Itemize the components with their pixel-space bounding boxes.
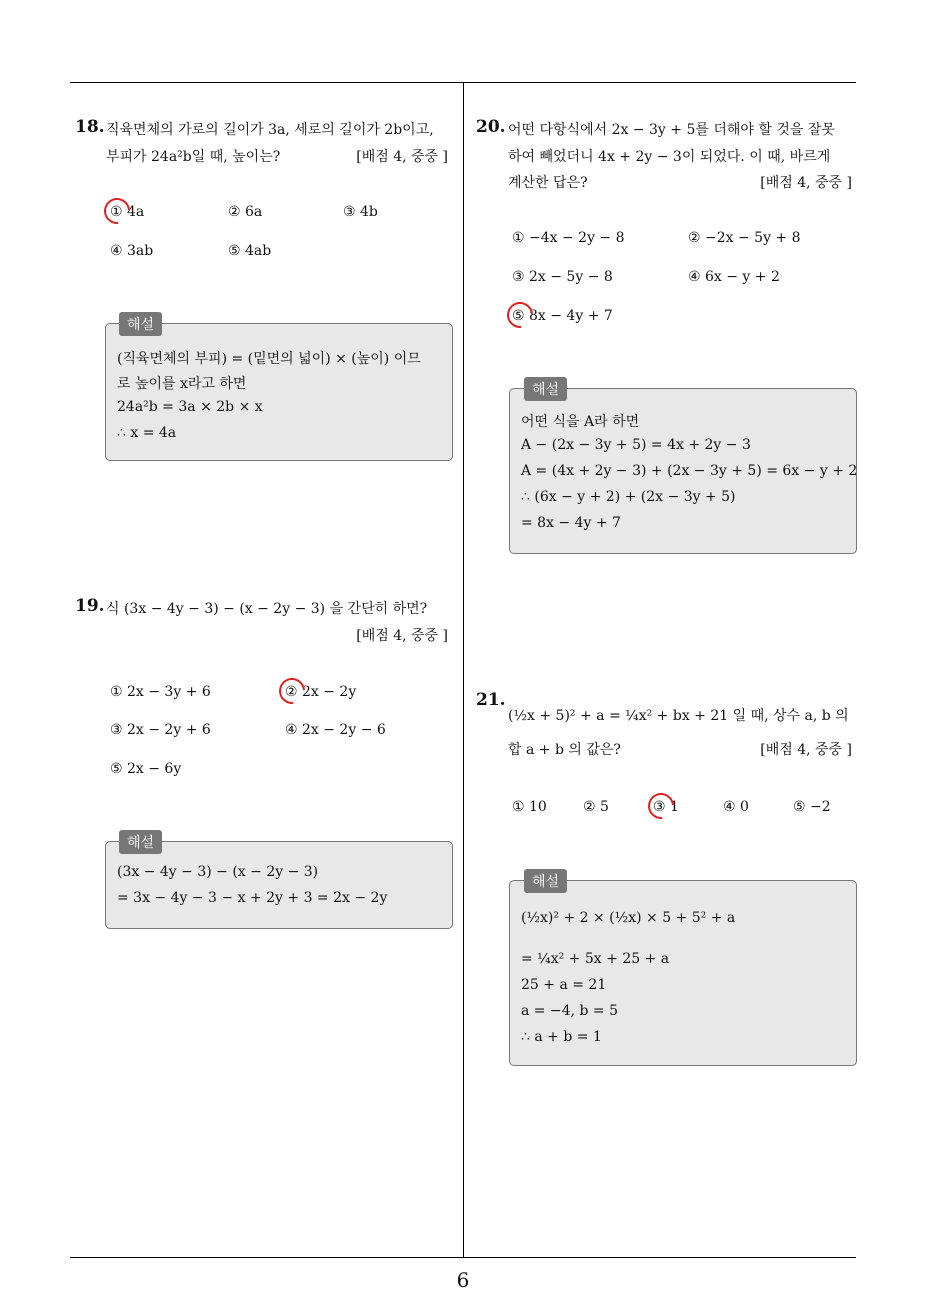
solution-line: ∴ (6x − y + 2) + (2x − 3y + 5) [521, 489, 736, 505]
choice-4[interactable]: ④ 2x − 2y − 6 [285, 722, 386, 738]
choice-4[interactable]: ④ 3ab [110, 243, 154, 259]
solution-line: (직육면체의 부피) = (밑면의 넓이) × (높이) 이므 [117, 351, 421, 367]
choice-5[interactable]: ⑤ 4ab [228, 243, 272, 259]
answer-circle-mark [643, 788, 680, 825]
choice-4[interactable]: ④ 6x − y + 2 [688, 269, 780, 285]
points-label: [배점 4, 중중 ] [760, 175, 852, 191]
choice-5[interactable]: ⑤ 2x − 6y [110, 761, 182, 777]
answer-circle-mark [99, 193, 136, 230]
solution-line: = 8x − 4y + 7 [521, 515, 621, 531]
question-text: (½x + 5)² + a = ¼x² + bx + 21 일 때, 상수 a, b 의 [508, 708, 849, 724]
choice-3[interactable]: ③ 1 [653, 799, 679, 815]
question-text: 어떤 다항식에서 2x − 3y + 5를 더해야 할 것을 잘못 [508, 122, 835, 138]
answer-circle-mark [274, 673, 311, 710]
question-text: 하여 빼었더니 4x + 2y − 3이 되었다. 이 때, 바르게 [508, 149, 831, 165]
answer-circle-mark [502, 297, 539, 334]
solution-line: A − (2x − 3y + 5) = 4x + 2y − 3 [521, 437, 751, 453]
solution-line: = ¼x² + 5x + 25 + a [521, 951, 670, 967]
question-text: 부피가 24a²b일 때, 높이는? [106, 149, 281, 165]
question-number: 18. [75, 117, 105, 137]
choice-5[interactable]: ⑤ −2 [793, 799, 831, 815]
choice-3[interactable]: ③ 4b [343, 204, 378, 220]
solution-line: 어떤 식을 A라 하면 [521, 414, 640, 430]
solution-line: 로 높이를 x라고 하면 [117, 376, 247, 392]
choice-1[interactable]: ① 2x − 3y + 6 [110, 684, 211, 700]
solution-line: ∴ x = 4a [117, 425, 177, 441]
choice-3[interactable]: ③ 2x − 2y + 6 [110, 722, 211, 738]
page-number: 6 [456, 1268, 470, 1292]
choice-5[interactable]: ⑤ 8x − 4y + 7 [512, 308, 613, 324]
question-text: 계산한 답은? [508, 175, 588, 191]
solution-line: 25 + a = 21 [521, 977, 607, 993]
solution-line: ∴ a + b = 1 [521, 1029, 602, 1045]
points-label: [배점 4, 중중 ] [356, 628, 448, 644]
choice-2[interactable]: ② −2x − 5y + 8 [688, 230, 801, 246]
question-number: 21. [476, 690, 506, 710]
solution-line: = 3x − 4y − 3 − x + 2y + 3 = 2x − 2y [117, 890, 388, 906]
question-text: 직육면체의 가로의 길이가 3a, 세로의 길이가 2b이고, [106, 122, 434, 138]
choice-2[interactable]: ② 6a [228, 204, 263, 220]
solution-line: (½x)² + 2 × (½x) × 5 + 5² + a [521, 910, 736, 926]
question-text: 합 a + b 의 값은? [508, 742, 621, 758]
solution-label: 해설 [524, 377, 567, 401]
choice-1[interactable]: ① 10 [512, 799, 547, 815]
solution-label: 해설 [119, 312, 162, 336]
choice-4[interactable]: ④ 0 [723, 799, 749, 815]
bottom-rule [70, 1257, 856, 1258]
solution-line: A = (4x + 2y − 3) + (2x − 3y + 5) = 6x − y + 2 [521, 463, 858, 479]
choice-1[interactable]: ① 4a [110, 204, 145, 220]
choice-2[interactable]: ② 5 [583, 799, 609, 815]
column-divider [463, 83, 464, 1258]
solution-line: 24a²b = 3a × 2b × x [117, 399, 263, 415]
solution-box [105, 841, 453, 929]
choice-2[interactable]: ② 2x − 2y [285, 684, 357, 700]
question-number: 20. [476, 117, 506, 137]
points-label: [배점 4, 중중 ] [760, 742, 852, 758]
choice-1[interactable]: ① −4x − 2y − 8 [512, 230, 625, 246]
solution-line: a = −4, b = 5 [521, 1003, 619, 1019]
points-label: [배점 4, 중중 ] [356, 149, 448, 165]
question-number: 19. [75, 596, 105, 616]
solution-label: 해설 [524, 869, 567, 893]
solution-label: 해설 [119, 830, 162, 854]
choice-3[interactable]: ③ 2x − 5y − 8 [512, 269, 613, 285]
question-text: 식 (3x − 4y − 3) − (x − 2y − 3) 을 간단히 하면? [106, 601, 428, 617]
solution-line: (3x − 4y − 3) − (x − 2y − 3) [117, 864, 319, 880]
